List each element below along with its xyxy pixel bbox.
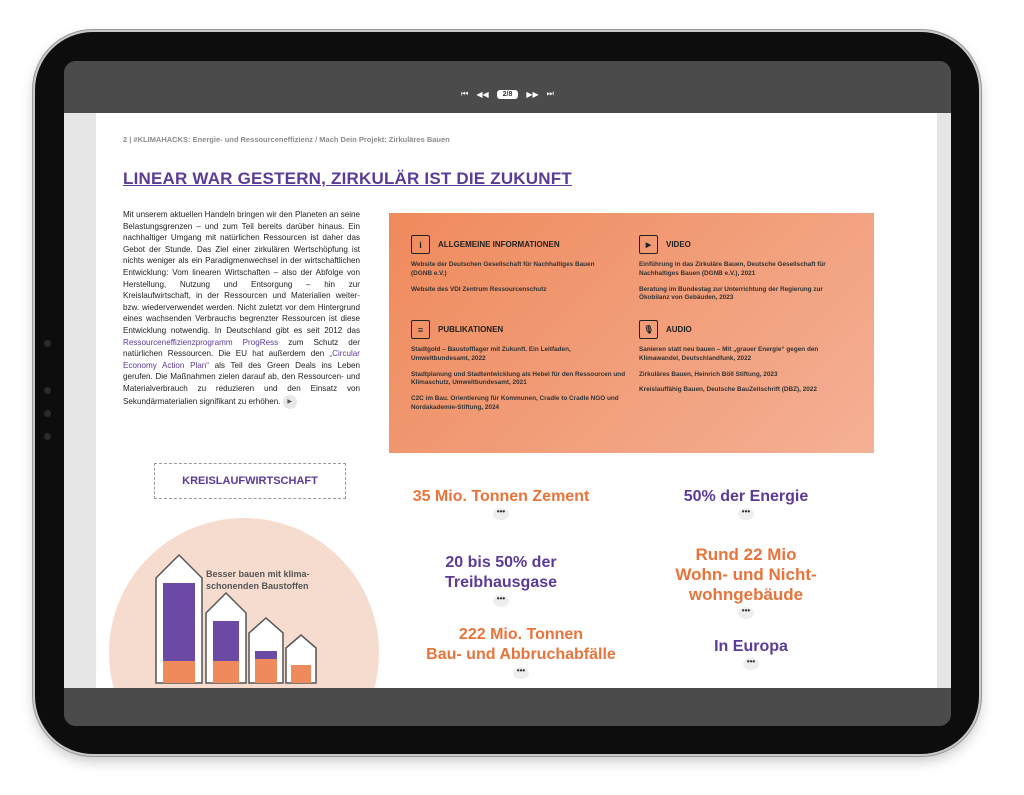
- resource-link[interactable]: Beratung im Bundestag zur Unterrichtung der Regierung zur Ökobilanz von Gebäuden, 2023: [639, 285, 823, 302]
- stat-energie: [656, 488, 836, 520]
- expand-play-icon[interactable]: ▶: [283, 395, 297, 409]
- resources-panel: [389, 213, 874, 453]
- more-dots-icon[interactable]: •••: [493, 508, 509, 520]
- viewer-bottom-bar: [64, 688, 951, 726]
- page-title: LINEAR WAR GESTERN, ZIRKULÄR IST DIE ZUKUNFT: [123, 169, 572, 188]
- audio-section: [639, 320, 859, 395]
- viewer-margin-right: [937, 113, 951, 688]
- besser-bauen-rest: mit klima-: [265, 569, 310, 579]
- screen: [64, 61, 951, 726]
- page-indicator[interactable]: 2/8: [497, 90, 519, 99]
- intro-text: [123, 209, 360, 409]
- kreislaufwirtschaft-button[interactable]: KREISLAUFWIRTSCHAFT: [154, 463, 346, 499]
- stat-abfaelle: [406, 625, 636, 679]
- stat-europa: [686, 638, 816, 670]
- video-title: VIDEO: [666, 240, 691, 249]
- document-icon: ≡: [411, 320, 430, 339]
- stat-europa-text: In Europa: [714, 638, 788, 655]
- document-page: [96, 113, 937, 688]
- video-section: [639, 235, 854, 303]
- stat-zement-text: 35 Mio. Tonnen Zement: [412, 488, 590, 505]
- stat-treibhausgase-line2: Treibhausgase: [444, 574, 558, 591]
- more-dots-icon[interactable]: •••: [513, 667, 529, 679]
- general-info-section: [411, 235, 611, 294]
- resource-link[interactable]: C2C im Bau. Orientierung für Kommunen, Cradle to Cradle NGO und Nordakademie-Stiftung, 2024: [411, 395, 619, 411]
- besser-bauen-line2: schonenden Baustoffen: [206, 581, 309, 591]
- besser-bauen-strong: Besser bauen: [206, 569, 266, 579]
- progress-link[interactable]: Ressourceneffizienzprogramm ProgRess: [123, 337, 279, 347]
- video-icon: ▶: [639, 235, 658, 254]
- publications-title: PUBLIKATIONEN: [438, 325, 504, 334]
- more-dots-icon[interactable]: •••: [738, 508, 754, 520]
- audio-title: AUDIO: [666, 325, 692, 334]
- resource-link[interactable]: Sanieren statt neu bauen – Mit „grauer Energie“ gegen den Klimawandel, Deutschlandfunk, 2022: [639, 346, 819, 362]
- stat-zement: [396, 488, 606, 520]
- intro-part-3: als Teil des Green Deals ins Leben gerufen. Die Maßnahmen zielen darauf ab, den Ressourcen- und Materialverbrauch zu reduzieren und den Einsatz von Sekundärmaterialien signifikant zu erhöhen.: [123, 360, 360, 406]
- stat-treibhausgase: [416, 553, 586, 607]
- first-page-icon[interactable]: ⏮: [461, 89, 469, 98]
- stat-abfaelle-line1: 222 Mio. Tonnen: [458, 626, 584, 643]
- resource-link[interactable]: Stadtgold – Baustofflager mit Zukunft. Ein Leitfaden, Umweltbundesamt, 2022: [411, 346, 571, 362]
- stat-gebaeude-line1: Rund 22 Mio: [695, 545, 797, 564]
- side-button: [44, 410, 51, 417]
- stat-gebaeude-line3: wohngebäude: [688, 585, 804, 604]
- prev-page-icon[interactable]: ◀◀: [476, 89, 489, 99]
- viewer-toolbar: [64, 61, 951, 113]
- resource-link[interactable]: Kreislauffähig Bauen, Deutsche BauZeitschrift (DBZ), 2022: [639, 386, 817, 394]
- side-button: [44, 340, 51, 347]
- side-button: [44, 387, 51, 394]
- resource-link[interactable]: Stadtplanung und Stadtentwicklung als Hebel für den Ressourcen und Klimaschutz, Umweltbundesamt, 2021: [411, 370, 626, 387]
- next-page-icon[interactable]: ▶▶: [526, 89, 539, 99]
- microphone-icon: 🎙: [639, 320, 658, 339]
- more-dots-icon[interactable]: •••: [738, 607, 754, 619]
- stat-abfaelle-line2: Bau- und Abbruchabfälle: [426, 646, 616, 663]
- info-icon: i: [411, 235, 430, 254]
- side-button: [44, 433, 51, 440]
- resource-link[interactable]: Website des VDI Zentrum Ressourcenschutz: [411, 285, 547, 293]
- resource-link[interactable]: Website der Deutschen Gesellschaft für Nachhaltiges Bauen (DGNB e.V.): [411, 261, 595, 277]
- general-info-title: ALLGEMEINE INFORMATIONEN: [438, 240, 560, 249]
- last-page-icon[interactable]: ⏭: [546, 89, 554, 98]
- besser-bauen-label: [206, 568, 310, 592]
- viewer-margin-left: [64, 113, 96, 688]
- stat-treibhausgase-line1: 20 bis 50% der: [445, 554, 557, 571]
- circular-economy-link[interactable]: „Circular Economy Action Plan“: [123, 349, 360, 370]
- more-dots-icon[interactable]: •••: [493, 595, 509, 607]
- intro-part-2: zum Schutz der natürlichen Ressourcen. Die EU hat außerdem den: [123, 337, 360, 359]
- stat-gebaeude: [661, 545, 831, 619]
- publications-section: [411, 320, 626, 413]
- more-dots-icon[interactable]: •••: [743, 658, 759, 670]
- resource-link[interactable]: Zirkuläres Bauen, Heinrich Böll Stiftung, 2023: [639, 370, 778, 378]
- page-header: 2 | #KLIMAHACKS: Energie- und Ressourceneffizienz / Mach Dein Projekt: Zirkuläres Bauen: [123, 135, 450, 144]
- intro-part-1: Mit unserem aktuellen Handeln bringen wir den Planeten an seine Belastungsgrenzen – und zum Teil bereits darüber hinaus. Ein nachhaltiger Umgang mit natürlichen Ressourcen ist daher das Gebot der Stunde. Das Ziel einer zirkulären Wertschöpfung ist nichts weniger als ein Paradigmenwechsel in der wirtschaftlichen Entwicklung: Vom linearen Wirtschaften – also der Abfolge von Herstellung, Nutzung und Entsorgung – hin zur Kreislaufwirtschaft, in der Ressourcen und Materialien weiter- bzw. wiederverwendet werden. Nicht zuletzt vor dem Hintergrund eines wachsenden Verbrauchs begrenzter Ressourcen ist diese Entwicklung notwendig. In Deutschland gibt es seit 2012 das: [123, 210, 360, 335]
- stat-energie-text: 50% der Energie: [683, 488, 809, 505]
- stat-gebaeude-line2: Wohn- und Nicht-: [675, 565, 817, 584]
- resource-link[interactable]: Einführung in das Zirkuläre Bauen, Deutsche Gesellschaft für Nachhaltiges Bauen (DGNB e.V.), 2021: [639, 261, 826, 277]
- page-navigation: [64, 86, 951, 102]
